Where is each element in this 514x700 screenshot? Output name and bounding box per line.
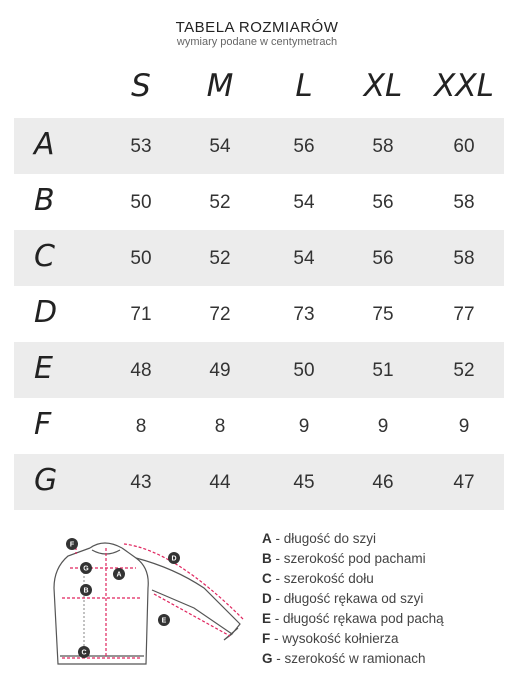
legend-text: szerokość w ramionach [284,651,426,666]
legend-key: E [262,611,272,626]
table-cell: 72 [209,304,231,325]
table-cell: 60 [453,136,475,157]
table-cell: 53 [130,136,152,157]
legend-separator: - [271,591,284,606]
measure-line-d [124,544,244,620]
legend-item [262,609,444,629]
row-label: E [34,351,53,386]
marker-g-label: G [83,565,89,573]
table-cell: 44 [209,472,231,493]
table-cell: 52 [209,248,231,269]
table-cell: 48 [130,360,152,381]
legend-text: długość rękawa pod pachą [283,611,444,626]
legend-text: długość do szyi [283,531,377,546]
legend-text: wysokość kołnierza [282,631,399,646]
size-header-xl: XL [363,68,403,104]
table-cell: 49 [209,360,231,381]
table-cell: 52 [209,192,231,213]
row-label: F [34,407,52,442]
table-row [14,286,504,342]
table-cell: 8 [135,416,147,437]
table-row [14,230,504,286]
table-cell: 52 [453,360,475,381]
row-label: B [34,183,55,218]
table-cell: 51 [372,360,394,381]
table-cell: 9 [298,416,310,437]
size-header-m: M [206,68,234,104]
size-header-l: L [295,68,313,104]
marker-b-label: B [83,587,89,595]
row-label: A [34,127,55,162]
measurement-legend [262,529,444,669]
legend-key: C [262,571,272,586]
marker-a-label: A [116,571,122,579]
sleeve-outline [136,555,240,634]
legend-item [262,589,444,609]
table-cell: 71 [130,304,152,325]
table-cell: 47 [453,472,475,493]
legend-text: szerokość dołu [283,571,374,586]
table-cell: 56 [372,248,394,269]
legend-text: długość rękawa od szyi [283,591,424,606]
table-cell: 56 [293,136,315,157]
size-header-s: S [131,68,151,104]
header [0,19,514,48]
page-title: TABELA ROZMIARÓW [175,19,339,36]
table-row [14,118,504,174]
legend-item [262,529,444,549]
legend-separator: - [271,611,284,626]
legend-item [262,629,444,649]
table-cell: 54 [293,248,315,269]
garment-diagram [24,528,252,678]
table-cell: 50 [293,360,315,381]
page-subtitle: wymiary podane w centymetrach [176,36,338,48]
table-cell: 77 [453,304,475,325]
legend-item [262,549,444,569]
row-label: G [34,463,58,498]
table-cell: 75 [372,304,394,325]
legend-item [262,569,444,589]
legend-key: A [262,531,272,546]
table-cell: 9 [377,416,389,437]
marker-d-label: D [171,555,177,563]
table-cell: 46 [372,472,394,493]
legend-separator: - [272,651,285,666]
legend-separator: - [271,571,284,586]
table-cell: 50 [130,192,152,213]
marker-c-label: C [81,649,87,657]
body-outline [54,548,148,664]
row-label: D [34,295,58,330]
size-header-xxl: XXL [434,68,494,104]
legend-key: D [262,591,272,606]
table-cell: 8 [214,416,226,437]
table-row [14,342,504,398]
legend-key: B [262,551,272,566]
marker-f-label: F [69,541,75,549]
legend-separator: - [271,551,284,566]
table-cell: 43 [130,472,152,493]
legend-item [262,649,444,669]
table-cell: 56 [372,192,394,213]
table-cell: 58 [372,136,394,157]
table-cell: 54 [293,192,315,213]
table-cell: 54 [209,136,231,157]
legend-separator: - [271,531,284,546]
marker-e-label: E [161,617,167,625]
table-row [14,398,504,454]
table-row [14,174,504,230]
table-cell: 9 [458,416,470,437]
table-cell: 58 [453,192,475,213]
row-label: C [34,239,55,274]
size-header-row [0,68,514,108]
legend-key: G [262,651,273,666]
table-cell: 73 [293,304,315,325]
table-row [14,454,504,510]
legend-key: F [262,631,271,646]
legend-text: szerokość pod pachami [283,551,426,566]
table-cell: 58 [453,248,475,269]
collar-outline [90,543,122,548]
table-cell: 45 [293,472,315,493]
table-cell: 50 [130,248,152,269]
legend-separator: - [270,631,283,646]
